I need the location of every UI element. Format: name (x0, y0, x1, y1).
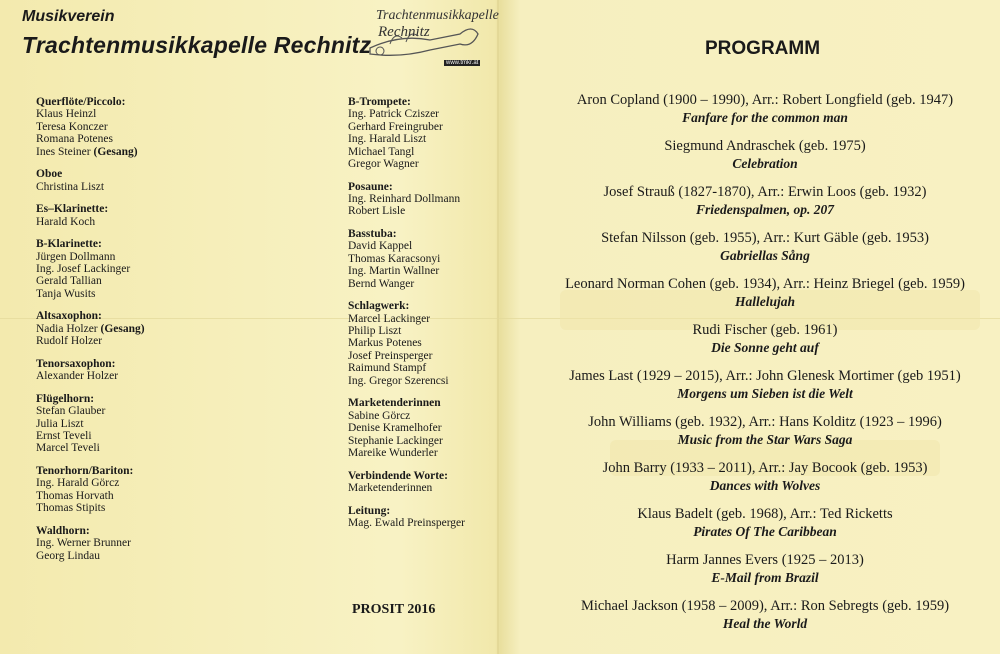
section-title: Verbindende Worte: (348, 469, 448, 482)
member-name: Ing. Harald Görcz (36, 477, 120, 490)
piece-title: Dances with Wolves (709, 478, 821, 493)
member-name: Ing. Werner Brunner (36, 537, 131, 550)
member-row (36, 288, 276, 300)
section-title: Flügelhorn: (36, 392, 95, 405)
member-row (36, 335, 276, 347)
member-name: Bernd Wanger (348, 277, 415, 290)
member-name: Ing. Josef Lackinger (36, 263, 131, 276)
piece-composer: Aron Copland (1900 – 1990), Arr.: Robert Longfield (geb. 1947) (576, 92, 954, 108)
member-name: Julia Liszt (36, 417, 84, 430)
instrument-section (36, 393, 276, 455)
program-piece (505, 414, 1000, 460)
member-row (348, 435, 498, 447)
section-title: Es–Klarinette: (36, 203, 109, 216)
member-row (348, 133, 498, 145)
member-row (348, 410, 498, 422)
instrument-section (36, 168, 276, 193)
member-name: Mag. Ewald Preinsperger (348, 516, 465, 529)
section-title: Tenorsaxophon: (36, 357, 116, 370)
member-column-1 (36, 96, 276, 572)
member-row (348, 350, 498, 362)
club-label: Musikverein (22, 8, 115, 25)
member-name: Teresa Konczer (36, 120, 108, 133)
member-row (36, 477, 276, 489)
member-row (348, 146, 498, 158)
piece-composer: Rudi Fischer (geb. 1961) (692, 322, 838, 338)
member-row (348, 325, 498, 337)
instrument-section (36, 203, 276, 228)
program-piece (505, 506, 1000, 552)
section-title: Posaune: (348, 180, 393, 193)
member-name: Ines Steiner (36, 145, 91, 158)
member-row (348, 337, 498, 349)
piece-title: Morgens um Sieben ist die Welt (677, 386, 853, 401)
member-note: (Gesang) (93, 145, 138, 158)
instrument-section (348, 228, 498, 290)
member-name: Rudolf Holzer (36, 335, 103, 348)
piece-composer: Harm Jannes Evers (1925 – 2013) (666, 552, 864, 568)
instrument-section (348, 470, 498, 495)
member-name: Robert Lisle (348, 205, 406, 218)
program-piece (505, 322, 1000, 368)
instrument-section (36, 465, 276, 515)
section-title: B-Klarinette: (36, 238, 102, 251)
instrument-section (348, 397, 498, 459)
member-row (348, 193, 498, 205)
member-row (348, 447, 498, 459)
member-name: Ernst Teveli (36, 430, 92, 443)
piece-composer: James Last (1929 – 2015), Arr.: John Glenesk Mortimer (geb 1951) (569, 368, 961, 384)
member-name: Thomas Karacsonyi (348, 252, 441, 265)
member-name: Jürgen Dollmann (36, 250, 116, 263)
instrument-section (36, 310, 276, 347)
member-row (348, 205, 498, 217)
member-name: David Kappel (348, 240, 413, 253)
member-name: Alexander Holzer (36, 370, 119, 383)
piece-title: Fanfare for the common man (682, 110, 848, 125)
member-name: Stefan Glauber (36, 405, 106, 418)
piece-title: Heal the World (722, 616, 808, 631)
member-name: Gregor Wagner (348, 158, 419, 171)
piece-composer: John Williams (geb. 1932), Arr.: Hans Kolditz (1923 – 1996) (588, 414, 942, 430)
prosit-label: PROSIT 2016 (352, 602, 436, 617)
piece-title: Celebration (732, 156, 798, 171)
member-name: Philip Liszt (348, 325, 402, 338)
member-row (36, 323, 276, 335)
section-title: Oboe (36, 168, 63, 181)
member-name: Ing. Gregor Szerencsi (348, 374, 449, 387)
member-name: Tanja Wusits (36, 287, 96, 300)
member-row (36, 405, 276, 417)
instrument-section (348, 300, 498, 387)
program-piece (505, 460, 1000, 506)
section-title: Marketenderinnen (348, 397, 441, 410)
member-name: Gerhard Freingruber (348, 120, 443, 133)
member-row (36, 108, 276, 120)
piece-composer: Stefan Nilsson (geb. 1955), Arr.: Kurt Gäble (geb. 1953) (601, 230, 929, 246)
piece-composer: Michael Jackson (1958 – 2009), Arr.: Ron Sebregts (geb. 1959) (580, 598, 950, 614)
instrument-section (348, 505, 498, 530)
club-name: Trachtenmusikkapelle Rechnitz (22, 32, 372, 58)
instrument-section (348, 96, 498, 170)
logo-text-line2: Rechnitz (378, 24, 430, 40)
member-row (348, 482, 498, 494)
member-row (36, 550, 276, 562)
piece-title: Music from the Star Wars Saga (677, 432, 853, 447)
member-row (348, 240, 498, 252)
member-row (36, 216, 276, 228)
program-piece (505, 138, 1000, 184)
member-row (348, 517, 498, 529)
member-name: Marcel Teveli (36, 442, 100, 455)
member-row (36, 263, 276, 275)
member-row (348, 108, 498, 120)
member-row (36, 490, 276, 502)
section-title: Leitung: (348, 504, 391, 517)
member-name: Markus Potenes (348, 337, 422, 350)
member-row (36, 537, 276, 549)
member-row (36, 181, 276, 193)
member-row (348, 265, 498, 277)
section-title: Altsaxophon: (36, 310, 102, 323)
member-row (348, 253, 498, 265)
program-piece (505, 598, 1000, 644)
member-name: Thomas Stipits (36, 502, 106, 515)
member-row (36, 370, 276, 382)
member-name: Mareike Wunderler (348, 446, 438, 459)
piece-composer: John Barry (1933 – 2011), Arr.: Jay Bocook (geb. 1953) (602, 460, 928, 476)
member-name: Ing. Martin Wallner (348, 265, 440, 278)
member-row (36, 251, 276, 263)
member-name: Nadia Holzer (36, 322, 98, 335)
program-piece (505, 184, 1000, 230)
section-title: B-Trompete: (348, 96, 411, 108)
member-name: Klaus Heinzl (36, 108, 97, 121)
piece-composer: Leonard Norman Cohen (geb. 1934), Arr.: Heinz Briegel (geb. 1959) (565, 276, 965, 292)
instrument-section (36, 525, 276, 562)
section-title: Tenorhorn/Bariton: (36, 465, 134, 478)
piece-composer: Josef Strauß (1827-1870), Arr.: Erwin Loos (geb. 1932) (603, 184, 927, 200)
section-title: Schlagwerk: (348, 300, 410, 313)
member-name: Marketenderinnen (348, 481, 433, 494)
instrument-section (36, 238, 276, 300)
member-name: Sabine Görcz (348, 409, 411, 422)
member-row (36, 442, 276, 454)
member-row (36, 121, 276, 133)
instrument-section (348, 181, 498, 218)
logo-text-line1: Trachtenmusikkapelle (376, 8, 499, 23)
member-name: Thomas Horvath (36, 489, 114, 502)
member-name: Denise Kramelhofer (348, 422, 442, 435)
program-piece (505, 276, 1000, 322)
member-name: Georg Lindau (36, 549, 100, 562)
member-row (36, 275, 276, 287)
program-piece (505, 552, 1000, 598)
member-row (36, 430, 276, 442)
member-row (348, 422, 498, 434)
member-row (348, 313, 498, 325)
piece-title: E-Mail from Brazil (711, 570, 819, 585)
piece-title: Die Sonne geht auf (711, 340, 819, 355)
member-row (348, 158, 498, 170)
member-name: Ing. Patrick Cziszer (348, 108, 440, 121)
program-piece (505, 92, 1000, 138)
piece-composer: Klaus Badelt (geb. 1968), Arr.: Ted Ricketts (637, 506, 893, 522)
programm-list (505, 92, 1000, 644)
instrument-section (36, 96, 276, 158)
member-name: Josef Preinsperger (348, 349, 433, 362)
member-name: Stephanie Lackinger (348, 434, 443, 447)
section-title: Basstuba: (348, 228, 397, 241)
logo-url: www.tmkr.at (446, 60, 479, 66)
member-row (348, 375, 498, 387)
section-title: Waldhorn: (36, 524, 90, 537)
member-name: Ing. Harald Liszt (348, 133, 427, 146)
member-name: Christina Liszt (36, 180, 105, 193)
piece-composer: Siegmund Andraschek (geb. 1975) (664, 138, 866, 154)
programm-title: PROGRAMM (705, 38, 821, 59)
member-column-2 (348, 96, 498, 540)
program-piece (505, 230, 1000, 276)
member-row (36, 418, 276, 430)
member-row (348, 362, 498, 374)
member-name: Gerald Tallian (36, 275, 102, 288)
member-row (36, 146, 276, 158)
member-name: Romana Potenes (36, 133, 113, 146)
member-name: Michael Tangl (348, 145, 415, 158)
member-name: Marcel Lackinger (348, 312, 431, 325)
member-name: Ing. Reinhard Dollmann (348, 193, 461, 206)
member-name: Raimund Stampf (348, 362, 427, 375)
section-title: Querflöte/Piccolo: (36, 96, 126, 108)
member-row (36, 502, 276, 514)
member-row (348, 121, 498, 133)
member-row (36, 133, 276, 145)
piece-title: Friedenspalmen, op. 207 (695, 202, 834, 217)
piece-title: Pirates Of The Caribbean (693, 524, 837, 539)
piece-title: Gabriellas Sång (720, 248, 810, 263)
member-note: (Gesang) (100, 322, 145, 335)
instrument-section (36, 358, 276, 383)
member-row (348, 278, 498, 290)
piece-title: Hallelujah (734, 294, 795, 309)
program-piece (505, 368, 1000, 414)
member-name: Harald Koch (36, 215, 96, 228)
